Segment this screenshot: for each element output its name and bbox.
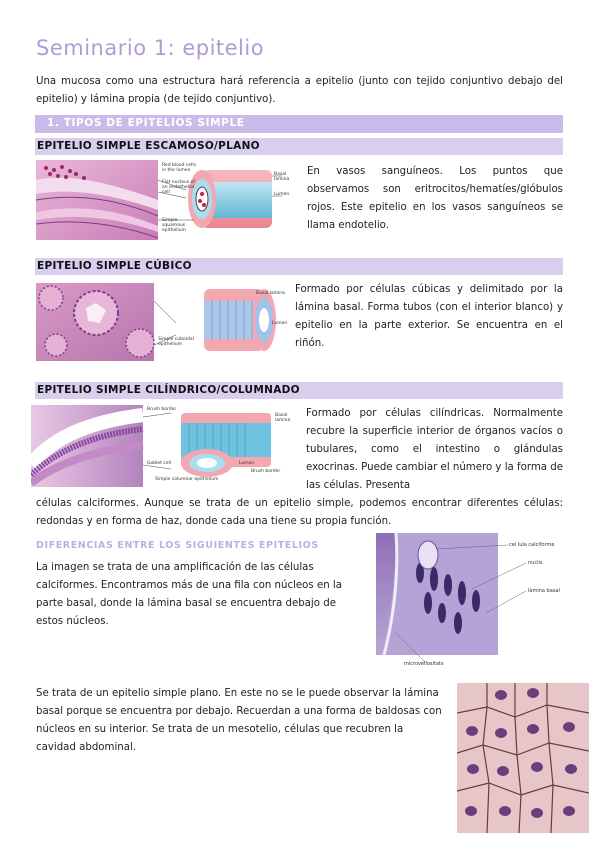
label-lumen: Lumen <box>274 192 290 197</box>
figure-mesotelio <box>457 683 589 833</box>
columnar-illustration <box>31 405 301 487</box>
label-goblet-cell: Goblet cell <box>147 461 172 466</box>
heading-cubico <box>35 258 563 275</box>
label-flat-nucleus: Flat nucleus of an endothelial cell <box>162 180 195 195</box>
text-diferencias: La imagen se trata de una amplificación de las células calciformes. Encontramos más de una fila con núcleos en la parte basal, donde la lámina basal se encuentra debajo de estos núcleos. <box>36 562 342 627</box>
heading-cilindrico <box>35 382 563 399</box>
figure-cubico <box>36 283 286 361</box>
label-microvellositats: microvellositats <box>404 661 444 667</box>
page-title: Seminario 1: epitelio <box>36 36 265 60</box>
heading-escamoso <box>35 138 563 155</box>
label-basal-lamina-cub: Basal lamina <box>256 291 285 296</box>
label-simple-squamous: Simple squamous epithelium <box>162 218 186 233</box>
heading-escamoso-label: EPITELIO SIMPLE ESCAMOSO/PLANO <box>37 140 260 152</box>
heading-cilindrico-label: EPITELIO SIMPLE CILÍNDRICO/COLUMNADO <box>37 384 300 396</box>
label-rbc: Red blood cells in the lumen <box>162 163 196 173</box>
label-lumen-cil: Lumen <box>239 461 255 466</box>
label-brush-border: Brush border <box>147 407 177 412</box>
text-cubico: Formado por células cúbicas y delimitado por la lámina basal. Forma tubos (con el interior blanco) y epitelio en la parte exterior. Se encuentra en el riñón. <box>295 284 563 349</box>
heading-diferencias: DIFERENCIAS ENTRE LOS SIGUIENTES EPITELIOS <box>36 540 319 551</box>
mesothelium-micrograph <box>457 683 589 833</box>
label-lamina-basal: làmina basal <box>528 588 560 594</box>
label-simple-cuboidal: Simple cuboidal epithelium <box>158 337 194 347</box>
heading-cubico-label: EPITELIO SIMPLE CÚBICO <box>37 260 192 272</box>
goblet-micrograph <box>376 533 576 670</box>
text-cilindrico-wrap: Formado por células cilíndricas. Normalmente recubre la superficie interior de órganos vacíos o tubulares, como el intestino o glándulas exocrinas. Puede cambiar el número y la forma de las células. Presenta <box>306 408 563 491</box>
figure-escamoso <box>36 160 298 240</box>
label-basal-lamina-cil: Basal lamina <box>275 413 291 423</box>
label-celula-calciforme: cel lula calciforme <box>509 542 555 548</box>
cuboidal-illustration <box>36 283 286 361</box>
label-basal-lamina: Basal lamina <box>274 172 290 182</box>
label-nuclis: nuclis <box>528 560 543 566</box>
intro-paragraph: Una mucosa como una estructura hará referencia a epitelio (junto con tejido conjuntivo debajo del epitelio) y lámina propia (de tejido conjuntivo). <box>36 76 563 105</box>
label-simple-columnar: Simple columnar epithelium <box>155 477 219 482</box>
figure-goblet <box>376 533 576 670</box>
text-escamoso: En vasos sanguíneos. Los puntos que observamos son eritrocitos/hematíes/glóbulos rojos. Este epitelio en los vasos sanguíneos se llama endotelio. <box>307 166 563 231</box>
text-mesotelio: Se trata de un epitelio simple plano. En este no se le puede observar la lámina basal porque se encuentra por debajo. Recuerdan a una forma de baldosas con núcleos en su interior. Se trata de un mesotelio, células que recubren la cavidad abdominal. <box>36 688 442 753</box>
band-label: 1. TIPOS DE EPITELIOS SIMPLE <box>47 117 245 129</box>
section-band-tipos <box>35 115 563 133</box>
text-cilindrico-full: células calciformes. Aunque se trata de un epitelio simple, podemos encontrar diferentes células: redondas y en forma de haz, donde cada una tiene su propia función. <box>36 498 563 527</box>
figure-cilindrico <box>31 405 301 487</box>
label-lumen-cub: Lumen <box>272 321 288 326</box>
label-brush-border-2: Brush border <box>251 469 281 474</box>
